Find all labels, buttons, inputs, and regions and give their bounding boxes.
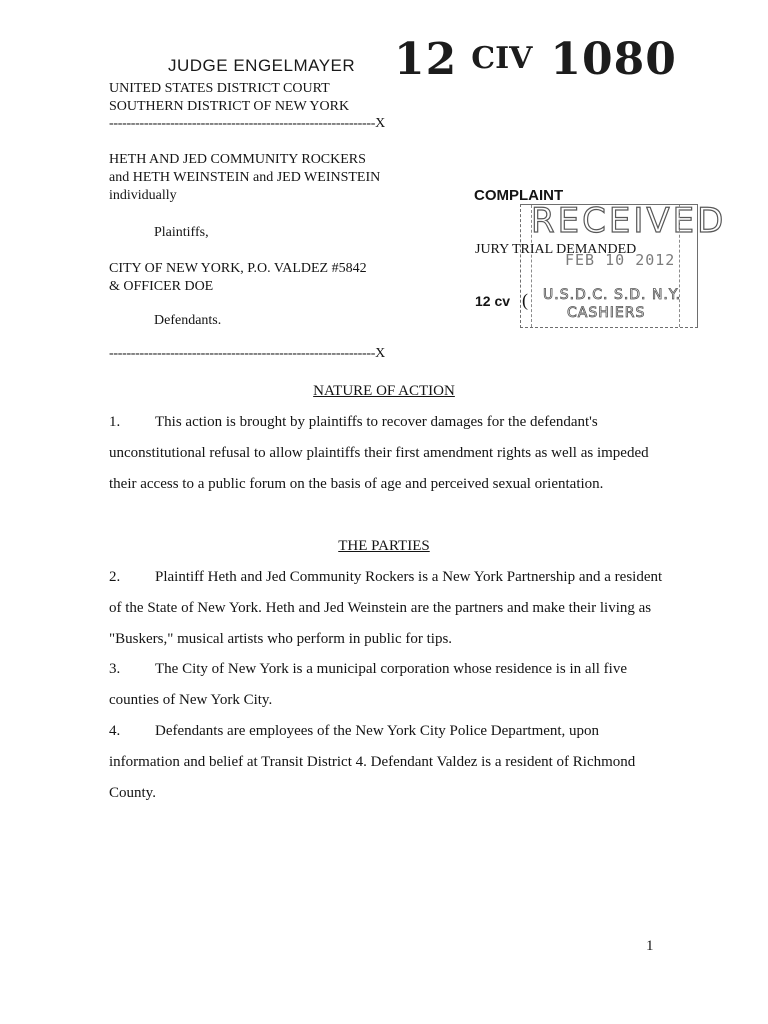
stamp-bar-right xyxy=(679,205,684,327)
judge-name: JUDGE ENGELMAYER xyxy=(168,56,356,75)
stamp-received-text: RECEIVED xyxy=(531,201,727,241)
plaintiffs-line-3: individually xyxy=(109,188,177,203)
page-number: 1 xyxy=(646,938,654,954)
parties-heading: THE PARTIES xyxy=(338,538,430,554)
caption-rule-bottom: -------------------------------------------------------------X xyxy=(109,346,385,361)
paragraph-text: This action is brought by plaintiffs to recover damages for the defendant's unconstitutional refusal to allow plaintiffs their first amendment rights as well as impeded their access to a public forum on the basis of age and perceived sexual orientation. xyxy=(109,414,649,492)
jury-demand: JURY TRIAL DEMANDED xyxy=(475,242,637,257)
stamp-date: FEB 10 2012 xyxy=(565,251,676,269)
paragraph-3 xyxy=(109,654,669,716)
plaintiffs-line-1: HETH AND JED COMMUNITY ROCKERS xyxy=(109,152,366,167)
case-number-seq: 1080 xyxy=(550,34,677,85)
paragraph-number: 3. xyxy=(109,661,121,677)
cv-number: 12 cv xyxy=(475,293,511,309)
paragraph-text: The City of New York is a municipal corporation whose residence is in all five counties of New York City. xyxy=(109,661,627,708)
defendants-label: Defendants. xyxy=(154,313,222,328)
paragraph-number: 4. xyxy=(109,723,121,739)
received-stamp xyxy=(520,201,727,328)
case-number xyxy=(394,34,677,85)
cv-paren: ( xyxy=(522,290,528,310)
paragraph-number: 2. xyxy=(109,569,121,585)
stamp-court: U.S.D.C. S.D. N.Y. xyxy=(543,287,682,303)
defendants-line-2: & OFFICER DOE xyxy=(109,279,214,294)
paragraph-1 xyxy=(109,407,669,500)
document-title: COMPLAINT xyxy=(474,187,564,204)
stamp-bar-left xyxy=(531,205,536,327)
paragraph-number: 1. xyxy=(109,414,121,430)
case-number-year: 12 xyxy=(394,34,458,85)
paragraph-4 xyxy=(109,716,669,809)
paragraph-2 xyxy=(109,562,669,655)
plaintiffs-label: Plaintiffs, xyxy=(154,225,209,240)
nature-of-action-heading: NATURE OF ACTION xyxy=(313,383,455,399)
caption-rule-top: -------------------------------------------------------------X xyxy=(109,116,385,131)
court-district: SOUTHERN DISTRICT OF NEW YORK xyxy=(109,99,350,114)
plaintiffs-line-2: and HETH WEINSTEIN and JED WEINSTEIN xyxy=(109,170,381,185)
paragraph-text: Defendants are employees of the New York City Police Department, upon information and belief at Transit District 4. Defendant Valdez is a resident of Richmond County. xyxy=(109,723,636,801)
defendants-line-1: CITY OF NEW YORK, P.O. VALDEZ #5842 xyxy=(109,261,367,276)
court-name: UNITED STATES DISTRICT COURT xyxy=(109,81,330,96)
case-number-civ: CIV xyxy=(471,41,533,76)
paragraph-text: Plaintiff Heth and Jed Community Rockers is a New York Partnership and a resident of the State of New York. Heth and Jed Weinstein are the partners and make their living as "Buskers," musical artists who perform in public for tips. xyxy=(109,569,663,647)
stamp-office: CASHIERS xyxy=(567,305,646,321)
